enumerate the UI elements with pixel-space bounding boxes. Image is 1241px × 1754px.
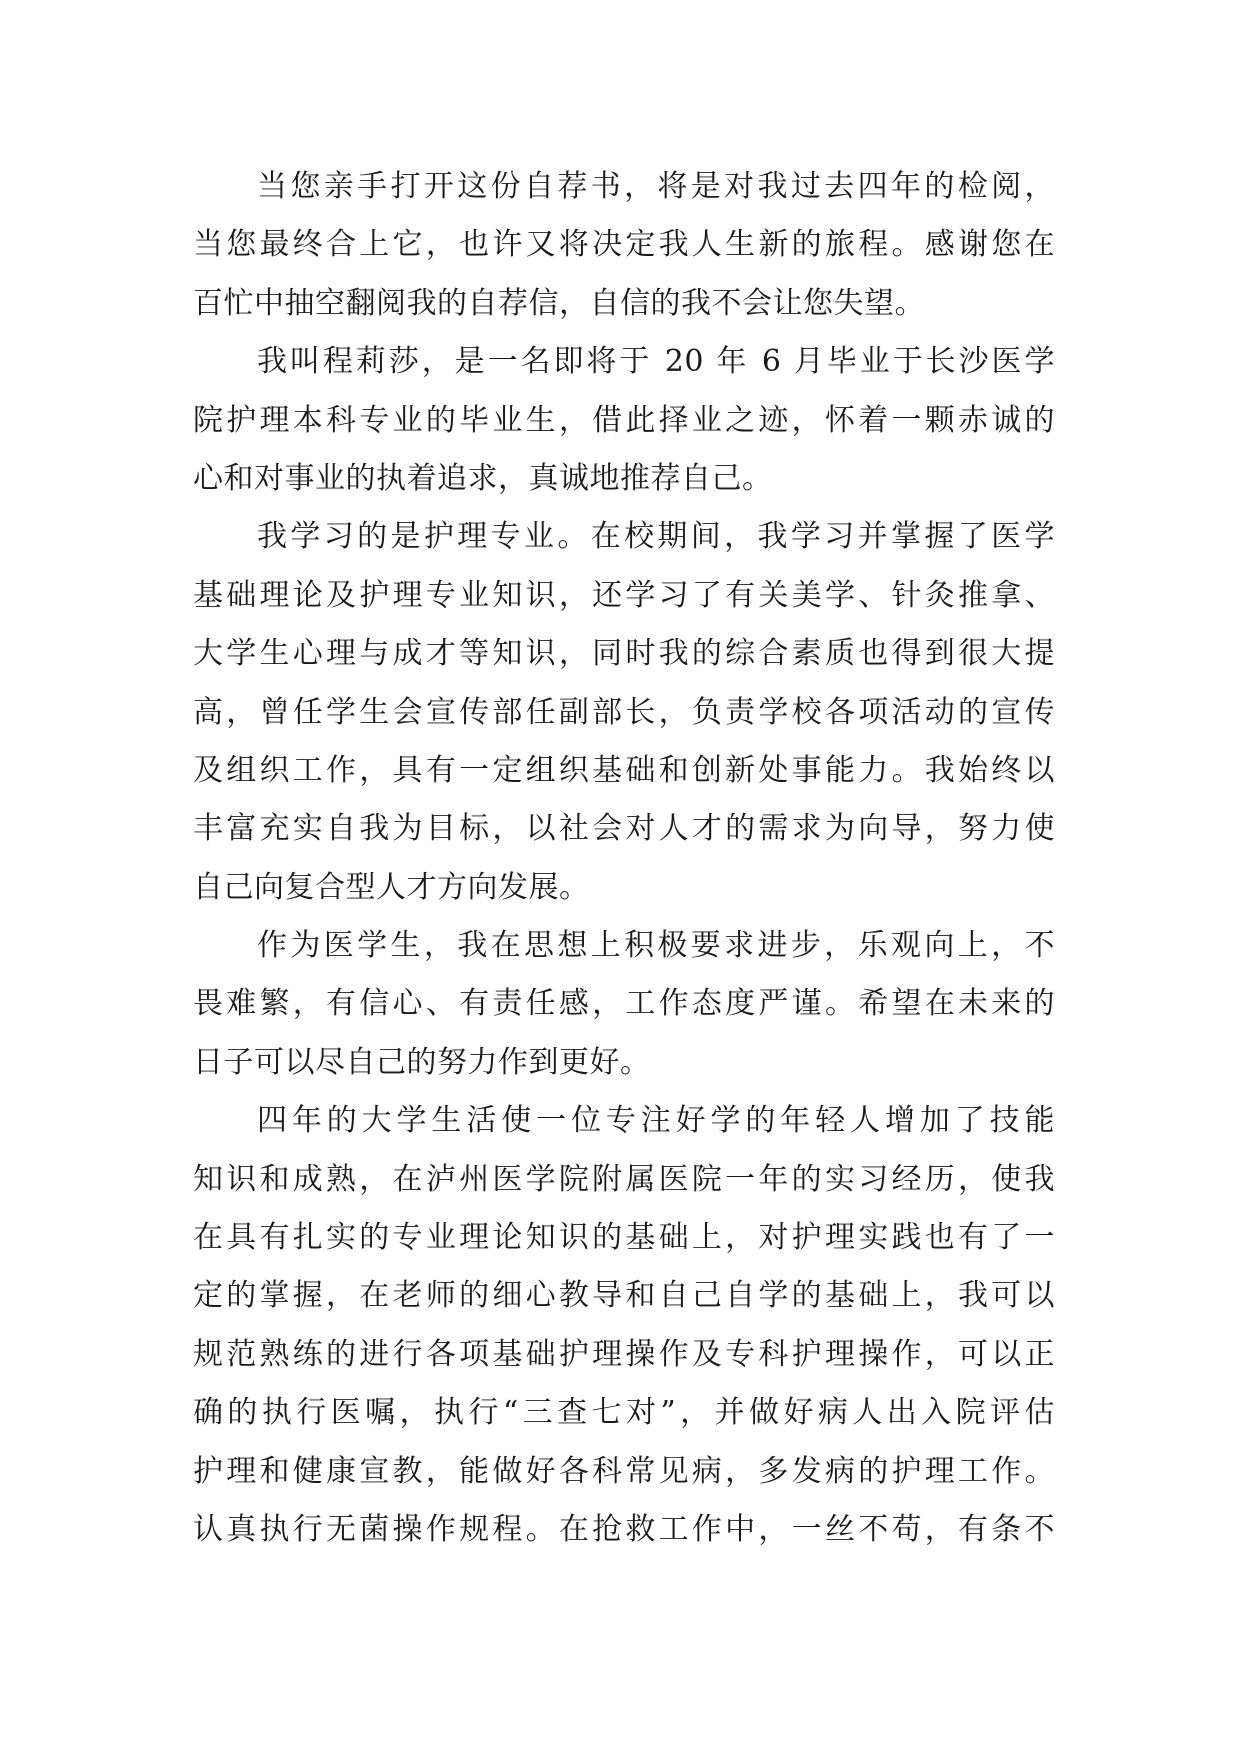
text-line: 院护理本科专业的毕业生，借此择业之迹，怀着一颗赤诚的 (193, 402, 1055, 438)
text-line: 大学生心理与成才等知识，同时我的综合素质也得到很大提 (193, 636, 1055, 672)
document-body (193, 158, 1055, 1559)
paragraph-1 (193, 158, 1055, 333)
paragraph-3 (193, 508, 1055, 917)
text-line: 在具有扎实的专业理论知识的基础上，对护理实践也有了一 (193, 1220, 1055, 1256)
text-line: 高，曾任学生会宣传部任副部长，负责学校各项活动的宣传 (193, 694, 1055, 730)
text-line: 百忙中抽空翻阅我的自荐信，自信的我不会让您失望。 (193, 285, 925, 321)
text-line: 我叫程莉莎，是一名即将于 20 年 6 月毕业于长沙医学 (257, 344, 1055, 380)
paragraph-2 (193, 333, 1055, 508)
text-line: 规范熟练的进行各项基础护理操作及专科护理操作，可以正 (193, 1336, 1055, 1372)
paragraph-5 (193, 1092, 1055, 1559)
text-line: 作为医学生，我在思想上积极要求进步，乐观向上，不 (257, 928, 1055, 964)
text-line: 确的执行医嘱，执行“三查七对”，并做好病人出入院评估 (193, 1395, 1055, 1431)
text-line: 心和对事业的执着追求，真诚地推荐自己。 (193, 460, 773, 496)
paragraph-4 (193, 917, 1055, 1092)
text-line: 当您亲手打开这份自荐书，将是对我过去四年的检阅， (257, 169, 1055, 204)
text-line: 畏难繁，有信心、有责任感，工作态度严谨。希望在未来的 (193, 986, 1055, 1022)
text-line: 四年的大学生活使一位专注好学的年轻人增加了技能 (257, 1103, 1055, 1139)
text-line: 及组织工作，具有一定组织基础和创新处事能力。我始终以 (193, 752, 1055, 788)
text-line: 认真执行无菌操作规程。在抢救工作中，一丝不苟，有条不 (193, 1511, 1055, 1547)
text-line: 我学习的是护理专业。在校期间，我学习并掌握了医学 (257, 519, 1055, 555)
text-line: 知识和成熟，在泸州医学院附属医院一年的实习经历，使我 (193, 1161, 1055, 1197)
text-line: 当您最终合上它，也许又将决定我人生新的旅程。感谢您在 (193, 227, 1055, 263)
text-line: 自己向复合型人才方向发展。 (193, 869, 590, 905)
text-line: 丰富充实自我为目标，以社会对人才的需求为向导，努力使 (193, 811, 1055, 847)
text-line: 基础理论及护理专业知识，还学习了有关美学、针灸推拿、 (193, 577, 1055, 613)
text-line: 定的掌握，在老师的细心教导和自己自学的基础上，我可以 (193, 1278, 1055, 1314)
text-line: 日子可以尽自己的努力作到更好。 (193, 1044, 651, 1080)
text-line: 护理和健康宣教，能做好各科常见病，多发病的护理工作。 (193, 1453, 1055, 1489)
